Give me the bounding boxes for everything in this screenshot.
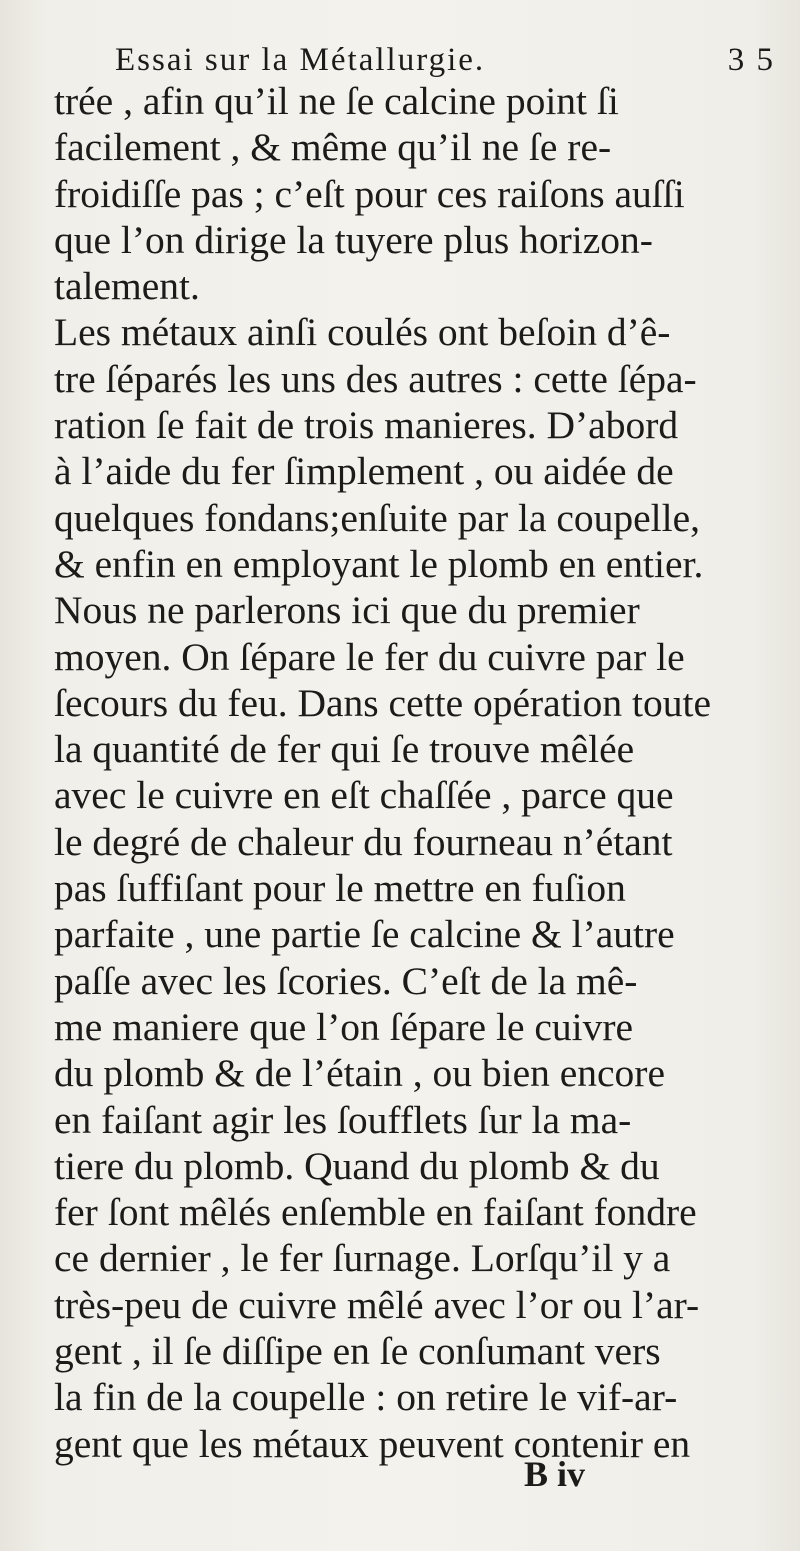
text-line: avec le cuivre en eſt chaſſée , parce que bbox=[54, 773, 674, 818]
text-line: fer ſont mêlés enſemble en faiſant fondre bbox=[54, 1190, 697, 1235]
text-line: & enfin en employant le plomb en entier. bbox=[54, 541, 704, 586]
text-line: que l’on dirige la tuyere plus horizon- bbox=[54, 217, 653, 262]
text-line: le degré de chaleur du fourneau n’étant bbox=[54, 819, 673, 864]
text-line: moyen. On ſépare le fer du cuivre par le bbox=[54, 634, 685, 679]
text-line: tiere du plomb. Quand du plomb & du bbox=[54, 1143, 660, 1188]
text-line: ce dernier , le fer ſurnage. Lorſqu’il y a bbox=[54, 1236, 671, 1281]
text-line: paſſe avec les ſcories. C’eſt de la mê- bbox=[54, 958, 638, 1003]
text-line: en faiſant agir les ſoufflets ſur la ma- bbox=[54, 1097, 632, 1142]
text-line: du plomb & de l’étain , ou bien encore bbox=[54, 1051, 665, 1096]
text-line: ſecours du feu. Dans cette opération toute bbox=[54, 680, 711, 725]
text-line: très-peu de cuivre mêlé avec l’or ou l’ar- bbox=[54, 1282, 700, 1327]
text-line: Les métaux ainſi coulés ont beſoin d’ê- bbox=[54, 310, 671, 355]
text-line: quelques fondans;enſuite par la coupelle, bbox=[54, 495, 701, 540]
body-text bbox=[54, 78, 784, 1467]
text-line: la fin de la coupelle : on retire le vif-ar- bbox=[54, 1375, 678, 1420]
running-title: Essai sur la Métallurgie. bbox=[115, 42, 486, 78]
text-line: me maniere que l’on ſépare le cuivre bbox=[54, 1004, 634, 1049]
text-line: parfaite , une partie ſe calcine & l’autre bbox=[54, 912, 675, 957]
text-line: talement. bbox=[54, 264, 200, 309]
signature-mark: B iv bbox=[524, 1454, 586, 1494]
text-line: pas ſuffiſant pour le mettre en fuſion bbox=[54, 866, 626, 911]
text-line: la quantité de fer qui ſe trouve mêlée bbox=[54, 727, 635, 772]
text-line: trée , afin qu’il ne ſe calcine point ſi bbox=[54, 79, 619, 123]
text-line: ration ſe fait de trois manieres. D’abord bbox=[54, 403, 679, 448]
text-line: facilement , & même qu’il ne ſe re- bbox=[54, 125, 612, 170]
page-number: 3 5 bbox=[727, 42, 775, 78]
text-line: froidiſſe pas ; c’eſt pour ces raiſons auſſi bbox=[54, 171, 685, 216]
text-line: Nous ne parlerons ici que du premier bbox=[54, 588, 640, 633]
text-line: gent que les métaux peuvent contenir en bbox=[54, 1421, 691, 1466]
text-line: tre ſéparés les uns des autres : cette ſépa- bbox=[54, 356, 697, 401]
text-line: gent , il ſe diſſipe en ſe conſumant vers bbox=[54, 1329, 661, 1374]
text-line: à l’aide du fer ſimplement , ou aidée de bbox=[54, 449, 674, 494]
